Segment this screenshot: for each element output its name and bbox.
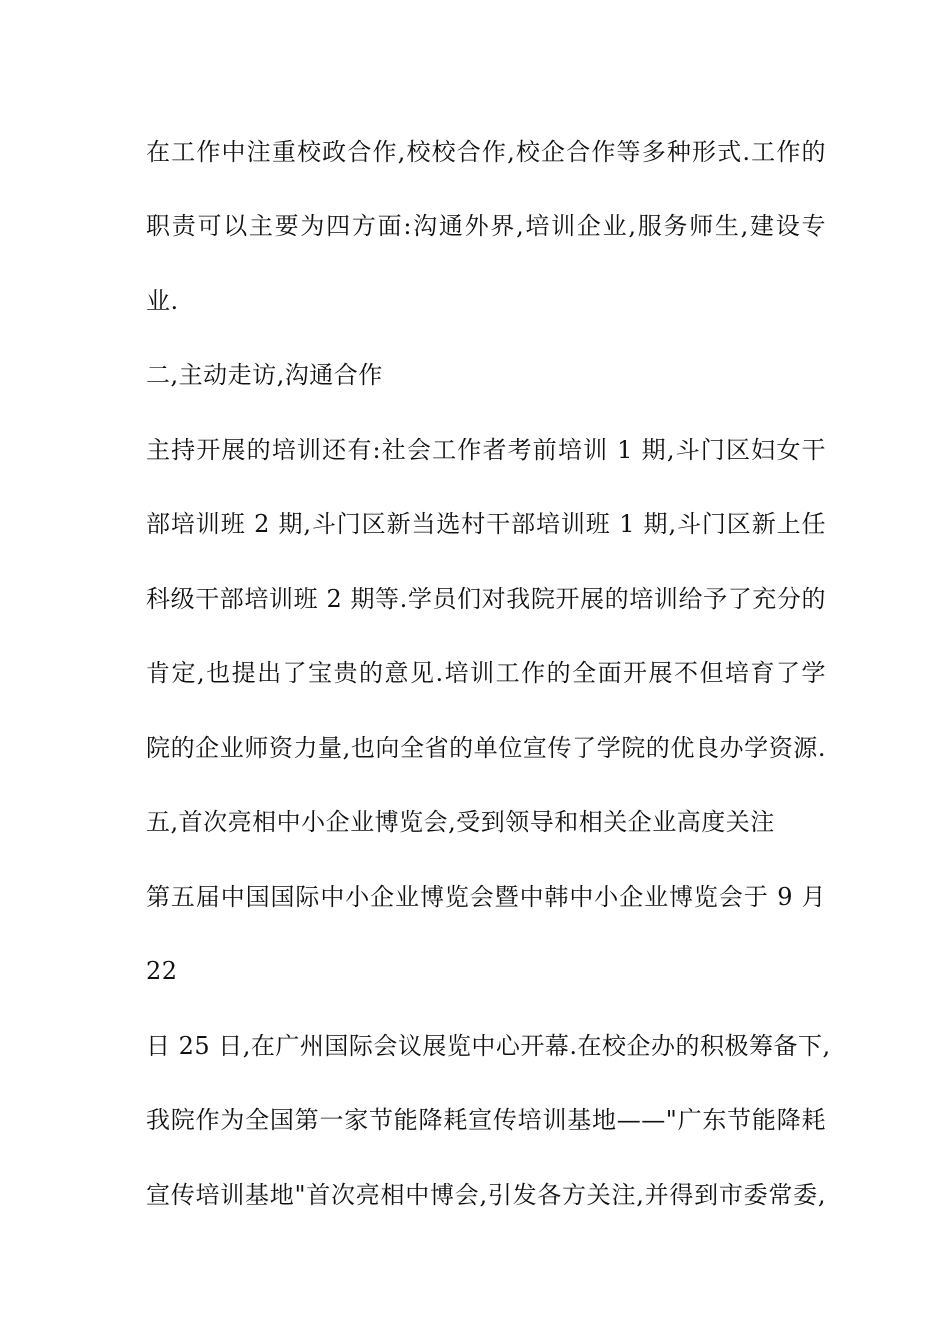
text-line-15: 宣传培训基地"首次亮相中博会,引发各方关注,并得到市委常委, xyxy=(146,1181,826,1209)
text-line-2: 职责可以主要为四方面:沟通外界,培训企业,服务师生,建设专 xyxy=(146,212,826,240)
section-heading-2: 二,主动走访,沟通合作 xyxy=(146,361,383,389)
text-line-6: 部培训班 2 期,斗门区新当选村干部培训班 1 期,斗门区新上任 xyxy=(146,510,826,538)
text-line-7: 科级干部培训班 2 期等.学员们对我院开展的培训给予了充分的 xyxy=(146,585,826,613)
text-line-8: 肯定,也提出了宝贵的意见.培训工作的全面开展不但培育了学 xyxy=(146,659,826,687)
text-line-1: 在工作中注重校政合作,校校合作,校企合作等多种形式.工作的 xyxy=(146,138,826,166)
text-line-14: 我院作为全国第一家节能降耗宣传培训基地——"广东节能降耗 xyxy=(146,1106,826,1134)
text-line-3: 业. xyxy=(146,287,179,315)
text-line-13: 日 25 日,在广州国际会议展览中心开幕.在校企办的积极筹备下, xyxy=(146,1032,831,1060)
text-line-11: 第五届中国国际中小企业博览会暨中韩中小企业博览会于 9 月 xyxy=(146,883,826,911)
section-heading-5: 五,首次亮相中小企业博览会,受到领导和相关企业高度关注 xyxy=(146,808,775,836)
text-line-9: 院的企业师资力量,也向全省的单位宣传了学院的优良办学资源. xyxy=(146,734,826,762)
text-line-12: 22 xyxy=(146,957,178,985)
text-line-5: 主持开展的培训还有:社会工作者考前培训 1 期,斗门区妇女干 xyxy=(146,436,826,464)
